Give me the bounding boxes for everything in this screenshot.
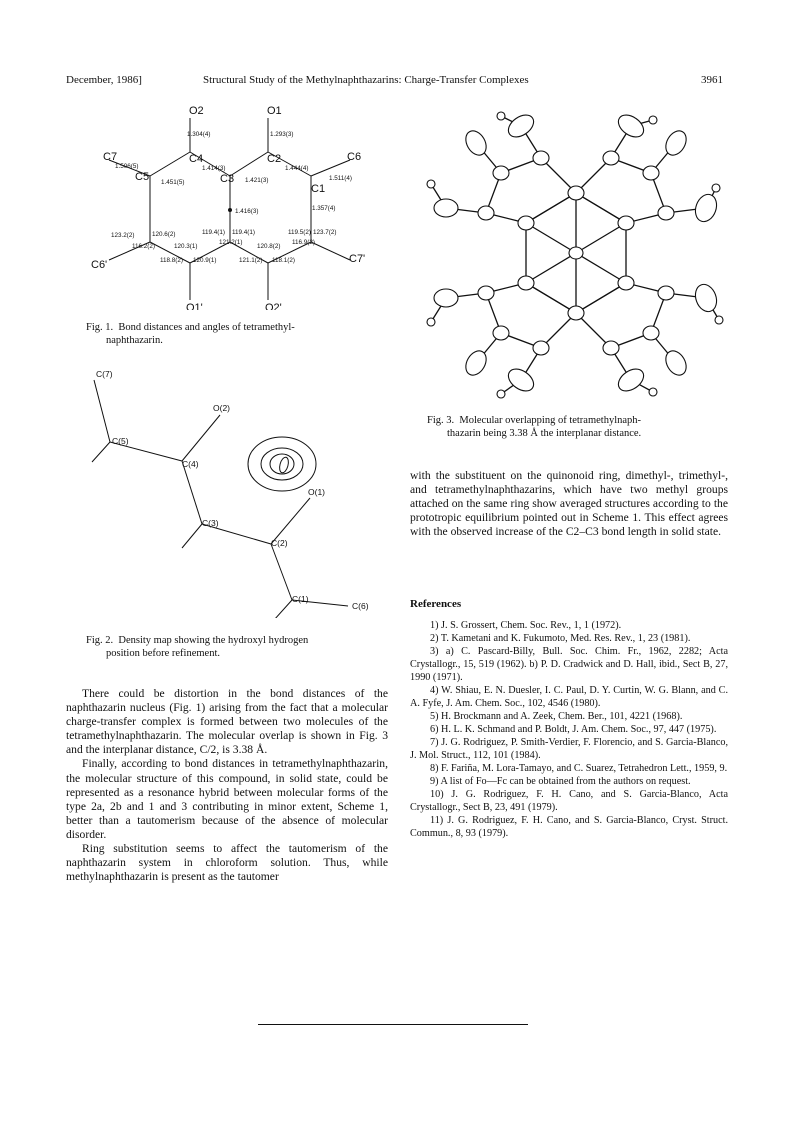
right-column-body xyxy=(410,469,728,539)
bond-distance-label: 1.444(4) xyxy=(285,165,309,172)
bond-angle-label: 119.4(1) xyxy=(202,229,225,236)
bond-angle-label: 118.8(2) xyxy=(160,257,183,264)
bond-angle-label: 119.4(1) xyxy=(232,229,255,236)
running-header-title: Structural Study of the Methylnaphthazarins: Charge-Transfer Complexes xyxy=(203,74,529,86)
atom-label: O1' xyxy=(186,302,203,310)
reference-item: 5) H. Brockmann and A. Zeek, Chem. Ber., 101, 4221 (1968). xyxy=(430,711,683,722)
bond-angle-label: 119.5(2) xyxy=(288,229,311,236)
reference-item: 8) F. Fariña, M. Lora-Tamayo, and C. Suarez, Tetrahedron Lett., 1959, 9. xyxy=(430,763,728,774)
page-number: 3961 xyxy=(701,74,723,86)
bond-angle-label: 123.7(2) xyxy=(313,229,337,236)
figure-1-caption xyxy=(86,321,391,347)
bond-distance-label: 1.506(5) xyxy=(115,163,139,170)
atom-label: O1 xyxy=(267,105,282,117)
atom-label: C(1) xyxy=(292,594,309,604)
reference-item: 7) J. G. Rodriguez, P. Smith-Verdier, F. Florencio, and S. Garcia-Blanco, J. Mol. Struct., 112, 101 (1984). xyxy=(410,737,728,761)
figure-3-caption-text: Molecular overlapping of tetramethylnaph- xyxy=(459,415,642,426)
bond-distance-label: 1.304(4) xyxy=(187,131,211,138)
reference-item: 2) T. Kametani and K. Fukumoto, Med. Res. Rev., 1, 23 (1981). xyxy=(430,633,691,644)
bond-angle-label: 116.2(2) xyxy=(132,243,155,250)
atom-label: O2' xyxy=(265,302,282,310)
atom-label: O(2) xyxy=(213,403,230,413)
bond-distance-label: 1.357(4) xyxy=(312,205,336,212)
bond-angle-label: 120.6(2) xyxy=(152,231,176,238)
atom-label: C(4) xyxy=(182,459,199,469)
atom-label: C(3) xyxy=(202,518,219,528)
bond-angle-label: 118.1(2) xyxy=(272,257,295,264)
bond-distance-label: 1.414(3) xyxy=(202,165,226,172)
atom-label: C2 xyxy=(267,153,282,165)
atom-label: O(1) xyxy=(308,487,325,497)
bond-angle-label: 120.8(2) xyxy=(257,243,281,250)
references-list xyxy=(410,619,728,840)
bond-angle-label: 120.3(1) xyxy=(174,243,198,250)
atom-label: C6' xyxy=(91,259,108,271)
reference-item: 9) A list of Fo—Fc can be obtained from the authors on request. xyxy=(430,776,691,787)
figure-1-caption-label: Fig. 1. xyxy=(86,322,114,333)
figure-2-caption-text: Density map showing the hydroxyl hydrogen xyxy=(118,635,309,646)
end-rule xyxy=(258,1024,528,1025)
figure-2-caption xyxy=(86,634,391,660)
atom-label: C7' xyxy=(349,253,366,265)
atom-label: C3 xyxy=(220,173,235,185)
bond-angle-label: 123.2(2) xyxy=(111,232,135,239)
reference-item: 1) J. S. Grossert, Chem. Soc. Rev., 1, 1 (1972). xyxy=(430,620,622,631)
atom-label: C7 xyxy=(103,151,118,163)
bond-angle-label: 120.9(1) xyxy=(193,257,217,264)
figure-3-caption-label: Fig. 3. xyxy=(427,415,455,426)
left-column-body xyxy=(66,687,388,884)
reference-item: 4) W. Shiau, E. N. Duesler, I. C. Paul, D. Y. Curtin, W. G. Blann, and C. A. Fyfe, J. Am. Chem. Soc., 102, 4546 (1980). xyxy=(410,685,728,709)
reference-item: 11) J. G. Rodriguez, F. H. Cano, and S. Garcia-Blanco, Cryst. Struct. Commun., 8, 93 (1979). xyxy=(410,815,728,839)
paragraph: There could be distortion in the bond distances of the naphthazarin nucleus (Fig. 1) arising from the fact that a molecular charge-transfer complex is formed between two molecules of the tetramethylnaphthazarin. The molecular overlap is shown in Fig. 3 and the interplanar distance, C/2, is 3.38 Å. xyxy=(66,687,388,757)
figure-2-caption-label: Fig. 2. xyxy=(86,635,114,646)
atom-label: C(7) xyxy=(96,369,113,379)
bond-distance-label: 1.421(3) xyxy=(245,177,269,184)
figure-3-caption xyxy=(427,414,727,440)
reference-item: 6) H. L. K. Schmand and P. Boldt, J. Am. Chem. Soc., 97, 447 (1975). xyxy=(430,724,717,735)
figure-3-caption-text-2: thazarin being 3.38 Å the interplanar distance. xyxy=(447,428,642,439)
reference-item: 3) a) C. Pascard-Billy, Bull. Soc. Chim. Fr., 1962, 2282; Acta Crystallogr., 15, 519 (1962). b) P. D. Cradwick and D. Hall, ibid., Sect B, 27, 1990 (1971). xyxy=(410,646,728,683)
reference-item: 10) J. G. Rodriguez, F. H. Cano, and S. Garcia-Blanco, Acta Crystallogr., Sect B, 23, 491 (1979). xyxy=(410,789,728,813)
atom-label: C4 xyxy=(189,153,204,165)
figure-3-molecular-overlap xyxy=(421,98,731,408)
references-heading: References xyxy=(410,598,462,610)
bond-angle-label: 116.9(2) xyxy=(292,239,315,246)
bond-angle-label: 121.2(1) xyxy=(219,239,243,246)
atom-label: C(5) xyxy=(112,436,129,446)
atom-label: C(2) xyxy=(271,538,288,548)
atom-label: C5 xyxy=(135,171,150,183)
paragraph: with the substituent on the quinonoid ring, dimethyl-, trimethyl-, and tetramethylnaphthazarins, which have two methyl groups attached on the same ring show averaged structures according to the prototropic equilibrium pointed out in Scheme 1. This effect agrees with the observed increase of the C2–C3 bond length in solid state. xyxy=(410,469,728,539)
bond-distance-label: 1.451(5) xyxy=(161,179,185,186)
atom-label: C1 xyxy=(311,183,326,195)
figure-1-diagram xyxy=(85,100,385,310)
paragraph: Finally, according to bond distances in tetramethylnaphthazarin, the molecular structure of this compound, in solid state, could be represented as a resonance hybrid between molecular forms of the type 2a, 2b and 1 and 3 contributing in minor extent, Scheme 1, better than a tautomerism because of the absence of molecular disorder. xyxy=(66,757,388,841)
atom-label: C6 xyxy=(347,151,362,163)
bond-angle-label: 121.1(2) xyxy=(239,257,263,264)
bond-distance-label: 1.293(3) xyxy=(270,131,294,138)
bond-distance-label: 1.511(4) xyxy=(329,175,352,182)
bond-distance-label: 1.416(3) xyxy=(235,208,259,215)
atom-label: C(6) xyxy=(352,601,369,611)
atom-label: O2 xyxy=(189,105,204,117)
figure-1-caption-text: Bond distances and angles of tetramethyl- xyxy=(118,322,295,333)
figure-1-caption-text-2: naphthazarin. xyxy=(106,335,163,346)
figure-2-caption-text-2: position before refinement. xyxy=(106,648,221,659)
figure-2-density-map xyxy=(78,368,398,618)
running-header-left: December, 1986] xyxy=(66,74,142,86)
paragraph: Ring substitution seems to affect the tautomerism of the naphthazarin system in chloroform solution. Thus, while methylnaphthazarin is present as the tautomer xyxy=(66,842,388,884)
